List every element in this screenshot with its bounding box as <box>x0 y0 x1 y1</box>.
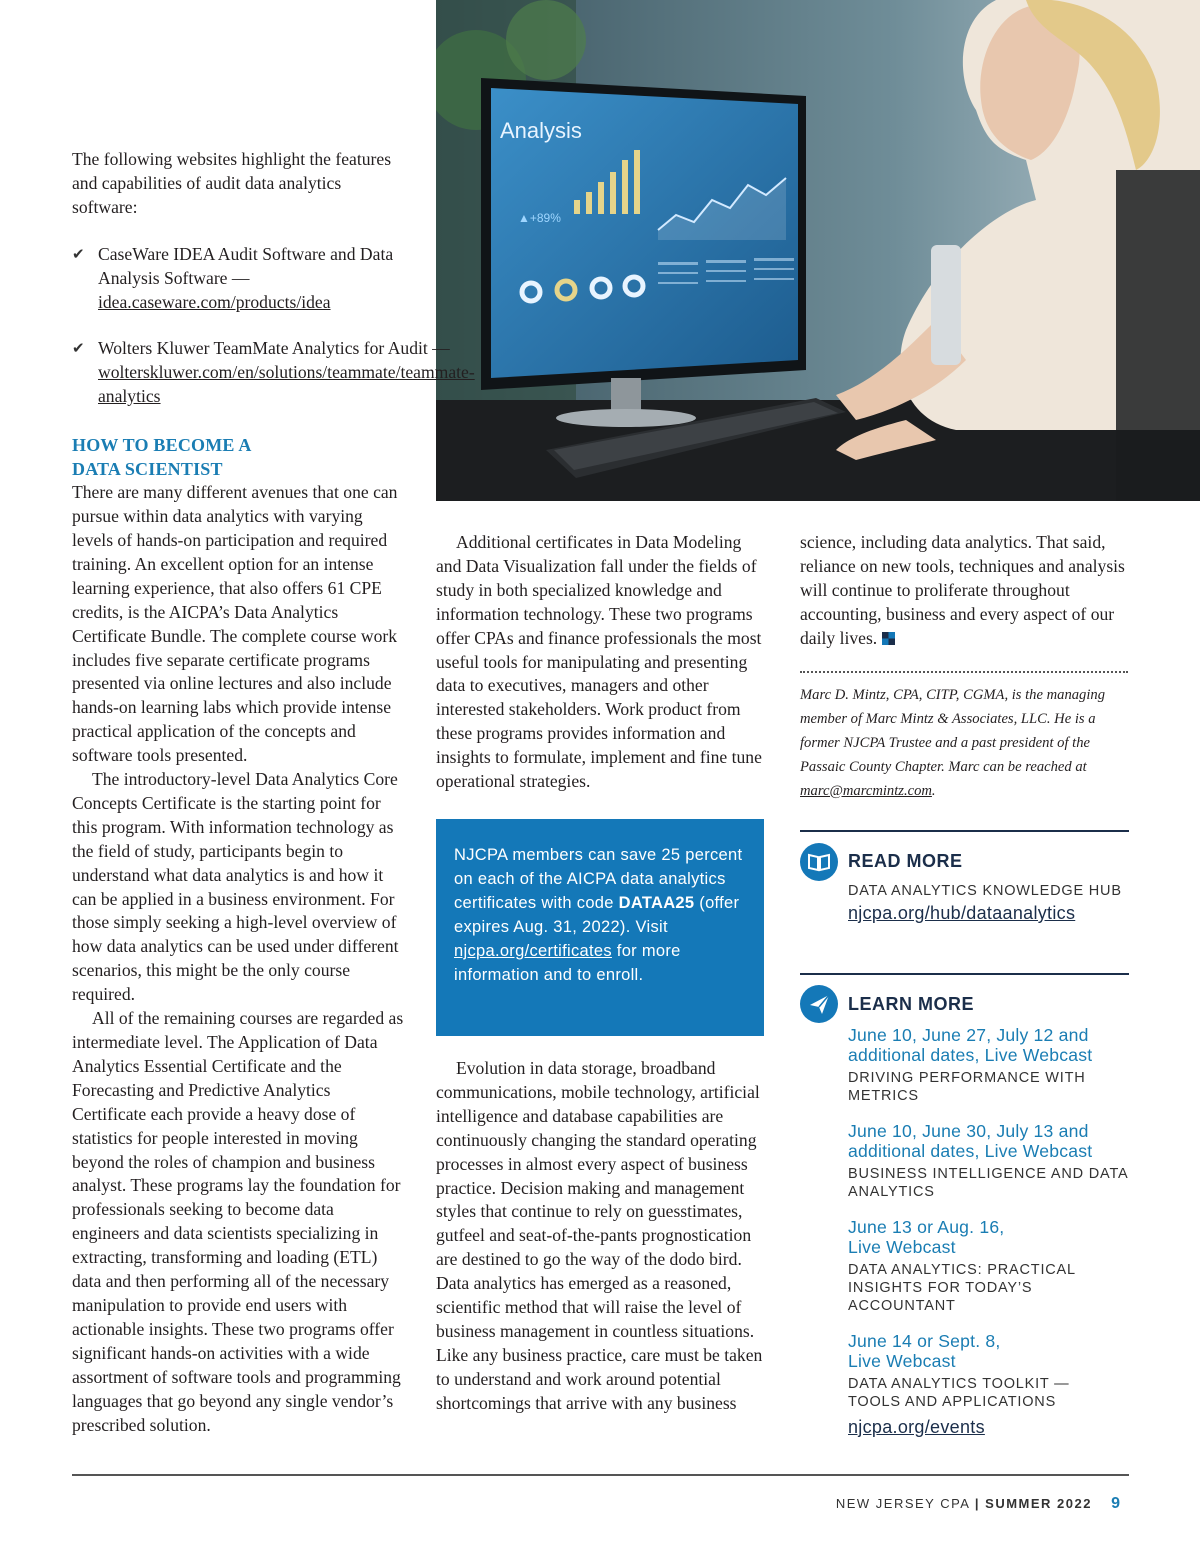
caseware-link[interactable]: idea.caseware.com/products/idea <box>98 291 331 312</box>
page-number: 9 <box>1111 1495 1120 1512</box>
wolters-kluwer-link[interactable]: wolterskluwer.com/en/solutions/teammate/teammate-analytics <box>98 362 475 407</box>
checkmark-icon: ✔ <box>72 244 85 263</box>
issue-label: SUMMER 2022 <box>985 1496 1092 1511</box>
event-item <box>848 1217 1138 1315</box>
list-item: ✔ Wolters Kluwer TeamMate Analytics for Audit — wolterskluwer.com/en/solutions/teammate/teammate-analytics <box>72 337 404 409</box>
learn-more-title: LEARN MORE <box>848 994 974 1014</box>
article-photo <box>436 0 1200 501</box>
section-heading: HOW TO BECOME A DATA SCIENTIST <box>72 435 251 480</box>
screen-stat: ▲+89% <box>518 211 561 225</box>
hub-link[interactable]: njcpa.org/hub/dataanalytics <box>848 903 1076 923</box>
screen-title: Analysis <box>500 118 582 143</box>
body-paragraph: There are many different avenues that one can pursue within data analytics with varying levels of hands-on participation and required training. An excellent option for an intense learning experience, that also offers 61 CPE credits, is the AICPA’s Data Analytics Certificate Bundle. The complete course work includes five separate certificate programs presented via online lectures and also include hands-on learning labs which provide intense practical application of the concepts and software tools presented. <box>72 482 398 766</box>
woman-at-computer-illustration <box>436 0 1200 501</box>
book-icon <box>800 843 838 881</box>
event-title: BUSINESS INTELLIGENCE AND DATA ANALYTICS <box>848 1166 1128 1200</box>
event-date: June 14 or Sept. 8, Live Webcast <box>848 1331 1001 1371</box>
body-paragraph: All of the remaining courses are regarded as intermediate level. The Application of Data Analytics Essential Certificate and the Forecasting and Predictive Analytics Certificate each provide a heavy dose of statistics for people interested in moving beyond the roles of champion and business analyst. These programs lay the foundation for professionals seeking to become data engineers and data scientists specializing in extracting, transforming and loading (ETL) data and then performing all of the necessary manipulation to provide end users with actionable insights. These two programs offer significant hands-on activities with a wide assortment of software tools and programming languages that go beyond any single vendor’s prescribed solution. <box>72 1008 404 1435</box>
footer-rule <box>72 1474 1129 1476</box>
promo-box: NJCPA members can save 25 percent on each of the AICPA data analytics certificates with code DATAA25 (offer expires Aug. 31, 2022). Visit njcpa.org/certificates for more information and to enroll. <box>436 819 764 1036</box>
promo-code: DATAA25 <box>618 894 695 912</box>
footer-separator: | <box>974 1496 981 1511</box>
event-date: June 10, June 27, July 12 and additional dates, Live Webcast <box>848 1025 1093 1065</box>
author-bio: Marc D. Mintz, CPA, CITP, CGMA, is the managing member of Marc Mintz & Associates, LLC. He is a former NJCPA Trustee and a past president of the Passaic County Chapter. Marc can be reached at marc@marcmintz.com. <box>800 686 1105 799</box>
magazine-name: NEW JERSEY CPA <box>835 1496 970 1511</box>
read-more-subtitle: DATA ANALYTICS KNOWLEDGE HUB <box>848 883 1122 899</box>
read-more-title: READ MORE <box>848 851 963 871</box>
paper-plane-icon <box>800 985 838 1023</box>
events-list <box>848 1025 1138 1438</box>
websites-intro: The following websites highlight the features and capabilities of audit data analytics software: <box>72 149 392 217</box>
event-item <box>848 1025 1138 1105</box>
event-date: June 10, June 30, July 13 and additional dates, Live Webcast <box>848 1121 1093 1161</box>
divider <box>800 973 1129 975</box>
middle-column <box>436 531 766 794</box>
certificates-link[interactable]: njcpa.org/certificates <box>454 942 612 960</box>
body-paragraph: Evolution in data storage, broadband communications, mobile technology, artificial intelligence and database capabilities are continuously changing the standard operating processes in almost every aspect of business practice. Decision making and management styles that continue to rely on guesstimates, gutfeel and seat-of-the-pants prognostication are destined to go the way of the dodo bird. Data analytics has emerged as a reasoned, scientific method that will raise the level of business management in countless situations. Like any business practice, care must be taken to understand and work around potential shortcomings that arrive with any business <box>436 1058 763 1413</box>
middle-column-continued <box>436 1057 766 1416</box>
event-date: June 13 or Aug. 16, Live Webcast <box>848 1217 1005 1257</box>
left-column <box>72 148 475 1437</box>
author-email-link[interactable]: marc@marcmintz.com <box>800 782 932 799</box>
event-item <box>848 1121 1138 1201</box>
event-title: DATA ANALYTICS TOOLKIT — TOOLS AND APPLICATIONS <box>848 1376 1070 1410</box>
event-item <box>848 1331 1138 1411</box>
event-title: DRIVING PERFORMANCE WITH METRICS <box>848 1070 1086 1104</box>
page-footer <box>836 1495 1120 1513</box>
checkmark-icon: ✔ <box>72 339 85 358</box>
divider <box>800 830 1129 832</box>
body-paragraph: Additional certificates in Data Modeling and Data Visualization fall under the fields of study in both specialized knowledge and information technology. These two programs offer CPAs and finance professionals the most useful tools for manipulating and presenting data to executives, managers and other interested stakeholders. Work product from these programs provides information and insights to formulate, implement and fine tune operational strategies. <box>436 532 762 792</box>
list-item: ✔ CaseWare IDEA Audit Software and Data Analysis Software — idea.caseware.com/products/idea <box>72 243 404 315</box>
end-mark-icon <box>882 632 895 645</box>
event-title: DATA ANALYTICS: PRACTICAL INSIGHTS FOR TODAY’S ACCOUNTANT <box>848 1262 1076 1314</box>
divider <box>800 671 1128 673</box>
body-paragraph: The introductory-level Data Analytics Core Concepts Certificate is the starting point for this program. With information technology as the field of study, participants begin to understand what data analytics is and how it can be applied in a business environment. For those simply seeking a high-level overview of how data analytics can be used under different scenarios, this might be the only course required. <box>72 769 399 1005</box>
body-paragraph: science, including data analytics. That said, reliance on new tools, techniques and analysis will continue to proliferate throughout accounting, business and every aspect of our daily lives. <box>800 532 1125 648</box>
right-column <box>800 531 1130 803</box>
events-link[interactable]: njcpa.org/events <box>848 1417 985 1437</box>
